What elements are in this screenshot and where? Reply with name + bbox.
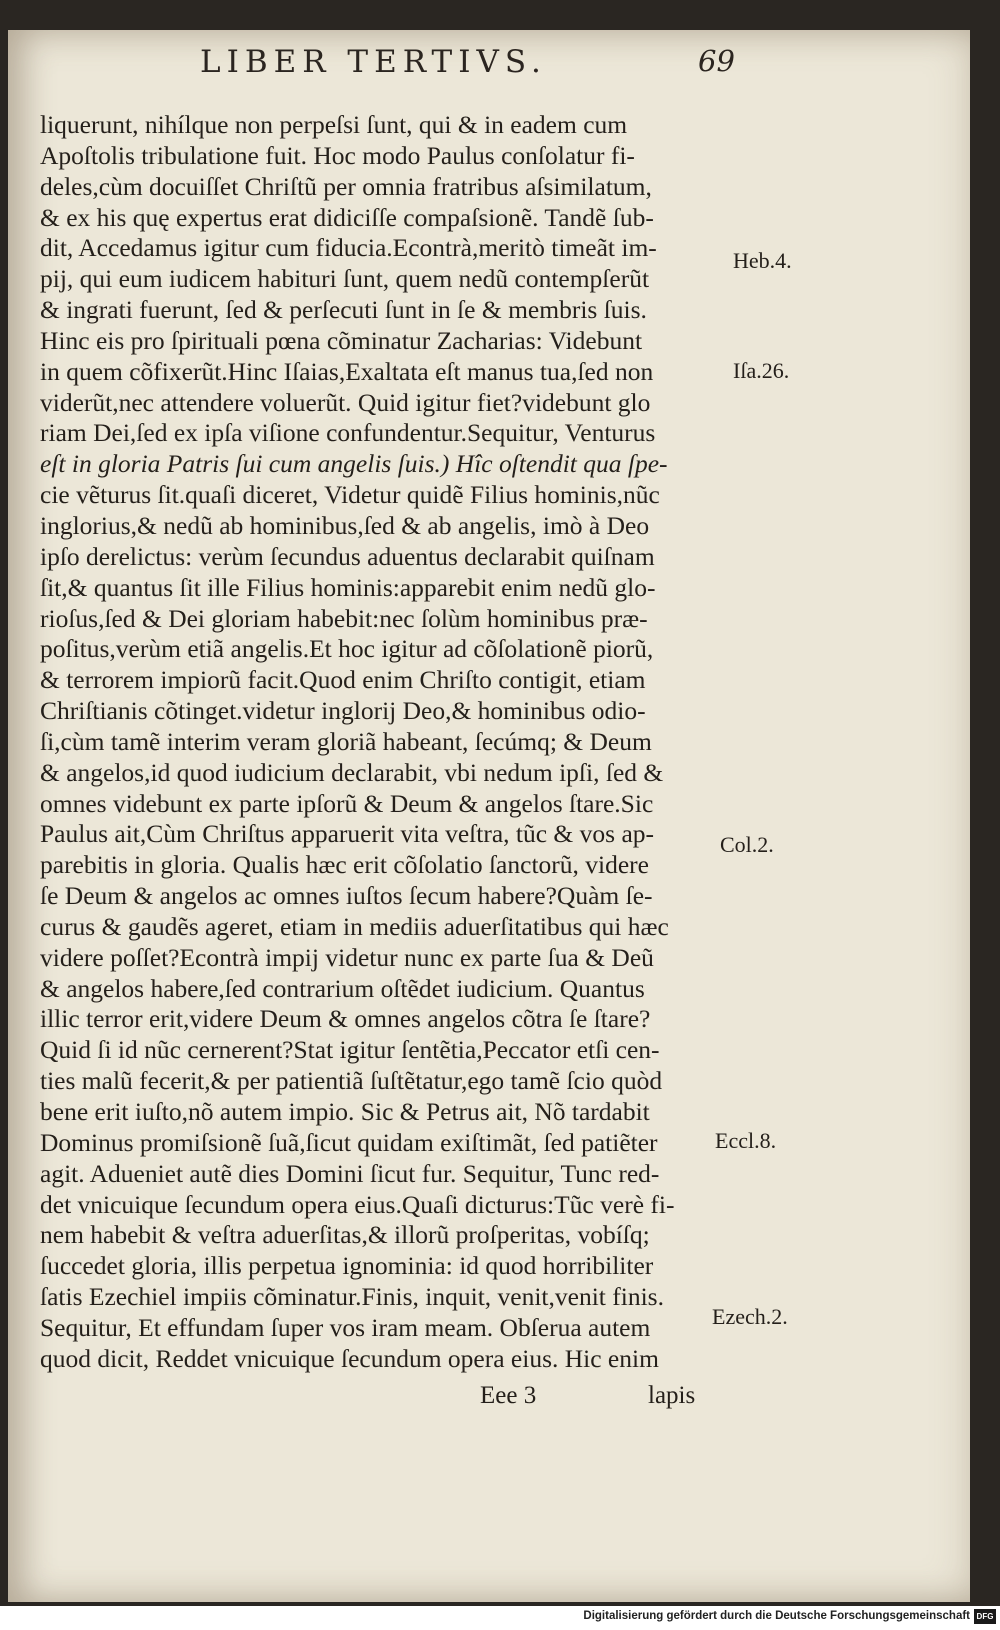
text-line: Paulus ait,Cùm Chriſtus apparuerit vita veſtra, tũc & vos ap- [40, 819, 655, 849]
text-line: omnes videbunt ex parte ipſorũ & Deum & angelos ſtare.Sic [40, 788, 654, 818]
text-line: rioſus,ſed & Dei gloriam habebit:nec ſolùm hominibus præ- [40, 603, 648, 633]
text-line: Apoſtolis tribulatione fuit. Hoc modo Paulus conſolatur fi- [40, 140, 635, 170]
text-line: parebitis in gloria. Qualis hæc erit cõſolatio ſanctorũ, videre [40, 850, 649, 880]
margin-note-col: Col.2. [720, 832, 774, 857]
text-line: & ex his quę expertus erat didiciſſe compaſsionẽ. Tandẽ ſub- [40, 202, 654, 232]
text-line: Hinc eis pro ſpirituali pœna cõminatur Zacharias: Videbunt [40, 325, 643, 355]
text-line: inglorius,& nedũ ab hominibus,ſed & ab angelis, imò à Deo [40, 510, 650, 540]
text-line: ſi,cùm tamẽ interim veram gloriã habeant, ſecúmq; & Deum [40, 726, 652, 756]
text-line: ſatis Ezechiel impiis cõminatur.Finis, inquit, venit,venit finis. [40, 1282, 664, 1312]
text-line: Quid ſi id nũc cernerent?Stat igitur ſentẽtia,Peccator etſi cen- [40, 1035, 660, 1065]
text-line: & angelos,id quod iudicium declarabit, vbi nedum ipſi, ſed & [40, 757, 664, 787]
text-line: ſe Deum & angelos ac omnes iuſtos ſecum habere?Quàm ſe- [40, 881, 653, 911]
text-line: bene erit iuſto,nõ autem impio. Sic & Petrus ait, Nõ tardabit [40, 1097, 650, 1126]
text-line: dit, Accedamus igitur cum fiducia.Econtrà,meritò timeãt im- [40, 233, 657, 263]
signature-mark: Eee 3 [480, 1382, 537, 1409]
page-number: 69 [698, 44, 735, 78]
text-line: eſt in gloria Patris ſui cum angelis ſuis.) Hîc oſtendit qua ſpe- [40, 449, 668, 479]
text-line: Dominus promiſsionẽ ſuã,ſicut quidam exiſtimãt, ſed patiẽter [40, 1127, 658, 1157]
text-line: Chriſtianis cõtinget.videtur inglorij Deo,& hominibus odio- [40, 696, 646, 726]
margin-note-eccl: Eccl.8. [715, 1128, 777, 1153]
text-line: & angelos habere,ſed contrarium oſtẽdet iudicium. Quantus [40, 973, 645, 1003]
text-line: quod dicit, Reddet vnicuique ſecundum opera eius. Hic enim [40, 1343, 659, 1373]
footer-credit: Digitalisierung gefördert durch die Deutsche Forschungsgemeinschaft [583, 1610, 970, 1622]
text-line: nem habebit & veſtra aduerſitas,& illorũ proſperitas, vobíſq; [40, 1220, 650, 1250]
body-text [40, 110, 730, 1375]
dfg-logo: DFG [974, 1609, 996, 1624]
text-line: deles,cùm docuiſſet Chriſtũ per omnia fratribus aſsimilatum, [40, 171, 652, 201]
catchword: lapis [648, 1382, 696, 1409]
text-line: & terrorem impiorũ facit.Quod enim Chriſto contigit, etiam [40, 665, 646, 695]
text-line: curus & gaudẽs ageret, etiam in mediis aduerſitatibus qui hæc [40, 911, 669, 941]
text-line: ſuccedet gloria, illis perpetua ignominia: id quod horribiliter [40, 1251, 654, 1281]
text-line: & ingrati fuerunt, ſed & perſecuti ſunt in ſe & membris ſuis. [40, 295, 647, 325]
text-line: viderũt,nec attendere voluerũt. Quid igitur fiet?videbunt glo [40, 387, 651, 417]
text-line: riam Dei,ſed ex ipſa viſione confundentur.Sequitur, Venturus [40, 418, 656, 448]
running-head: LIBER TERTIVS. [200, 44, 547, 80]
text-line: illic terror erit,videre Deum & omnes angelos cõtra ſe ſtare? [40, 1004, 651, 1034]
margin-note-heb: Heb.4. [733, 248, 792, 273]
text-line: Sequitur, Et effundam ſuper vos iram meam. Obſerua autem [40, 1312, 651, 1342]
text-line: pij, qui eum iudicem habituri ſunt, quem nedũ contempſerũt [40, 264, 650, 294]
text-line: poſitus,verùm etiã angelis.Et hoc igitur ad cõſolationẽ piorũ, [40, 634, 654, 664]
text-line: ſit,& quantus ſit ille Filius hominis:apparebit enim nedũ glo- [40, 572, 656, 602]
margin-note-ezech: Ezech.2. [712, 1304, 788, 1329]
text-line: cie vẽturus ſit.quaſi diceret, Videtur quidẽ Filius hominis,nũc [40, 480, 660, 510]
text-line: agit. Adueniet autẽ dies Domini ſicut fur. Sequitur, Tunc red- [40, 1158, 660, 1188]
text-line: ties malũ fecerit,& per patientiã ſuſtẽtatur,ego tamẽ ſcio quòd [40, 1066, 663, 1096]
text-line: videre poſſet?Econtrà impij videtur nunc ex parte ſua & Deũ [40, 942, 654, 972]
text-line: liquerunt, nihílque non perpeſsi ſunt, qui & in eadem cum [40, 110, 628, 139]
footer-bar [0, 1606, 1000, 1630]
text-line: det vnicuique ſecundum opera eius.Quaſi dicturus:Tũc verè fi- [40, 1189, 675, 1219]
text-line: in quem cõfixerũt.Hinc Iſaias,Exaltata eſt manus tua,ſed non [40, 356, 654, 386]
margin-note-isa: Iſa.26. [733, 358, 790, 383]
text-line: ipſo derelictus: verùm ſecundus aduentus declarabit quiſnam [40, 541, 655, 571]
